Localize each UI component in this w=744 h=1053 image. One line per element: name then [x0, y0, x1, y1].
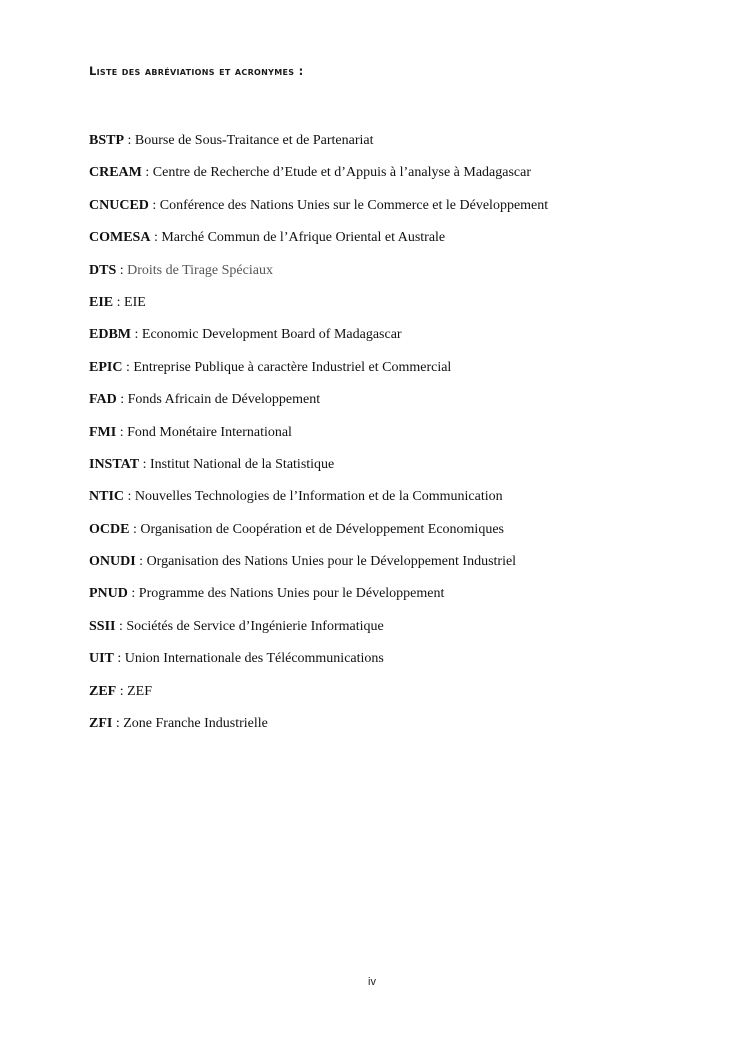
- separator: :: [139, 456, 150, 472]
- abbreviation: NTIC: [89, 489, 125, 505]
- abbreviation: COMESA: [89, 230, 151, 246]
- list-item: [89, 522, 709, 538]
- list-item: [89, 263, 709, 279]
- definition: Organisation des Nations Unies pour le Développement Industriel: [146, 554, 517, 570]
- abbreviation: EPIC: [89, 359, 123, 375]
- definition: Sociétés de Service d’Ingénierie Informatique: [126, 618, 384, 634]
- separator: :: [127, 586, 139, 602]
- abbreviation: OCDE: [89, 521, 130, 537]
- abbreviation: BSTP: [89, 133, 125, 148]
- abbreviation: UIT: [89, 651, 114, 667]
- separator: :: [112, 716, 124, 732]
- page-title: Liste des abréviations et acronymes :: [89, 64, 304, 78]
- separator: :: [129, 521, 141, 537]
- abbreviation: PNUD: [89, 586, 128, 602]
- definition: Droits de Tirage Spéciaux: [127, 262, 273, 278]
- separator: :: [116, 424, 128, 440]
- abbreviation: SSII: [89, 618, 116, 634]
- abbreviation: ONUDI: [89, 554, 136, 570]
- abbreviation-list: [89, 133, 709, 748]
- definition: Organisation de Coopération et de Développement Economiques: [140, 521, 504, 537]
- definition: Union Internationale des Télécommunications: [124, 651, 384, 667]
- separator: :: [124, 489, 135, 505]
- page-number: iv: [368, 976, 376, 988]
- separator: :: [131, 327, 142, 343]
- definition: Conférence des Nations Unies sur le Commerce et le Développement: [159, 197, 549, 213]
- list-item: [89, 165, 709, 181]
- list-item: [89, 684, 709, 700]
- list-item: [89, 619, 709, 635]
- abbreviation: CREAM: [89, 165, 142, 181]
- separator: :: [116, 683, 128, 699]
- list-item: [89, 651, 709, 667]
- separator: :: [116, 392, 128, 408]
- definition: Bourse de Sous-Traitance et de Partenariat: [134, 133, 374, 148]
- abbreviation: FMI: [89, 424, 117, 440]
- abbreviation: CNUCED: [89, 197, 149, 213]
- list-item: [89, 198, 709, 214]
- separator: :: [124, 133, 135, 148]
- definition: EIE: [124, 294, 146, 310]
- list-item: [89, 425, 709, 441]
- list-item: [89, 586, 709, 602]
- abbreviation: FAD: [89, 392, 117, 408]
- definition: Institut National de la Statistique: [149, 456, 335, 472]
- separator: :: [113, 651, 125, 667]
- separator: :: [115, 618, 127, 634]
- definition: Fonds Africain de Développement: [127, 392, 321, 408]
- separator: :: [122, 359, 134, 375]
- list-item: [89, 716, 709, 732]
- list-item: [89, 133, 709, 149]
- separator: :: [148, 197, 160, 213]
- abbreviation: EIE: [89, 294, 114, 310]
- definition: Economic Development Board of Madagascar: [141, 327, 402, 343]
- definition: Programme des Nations Unies pour le Développement: [138, 586, 445, 602]
- definition: Centre de Recherche d’Etude et d’Appuis à l’analyse à Madagascar: [152, 165, 531, 181]
- definition: Fond Monétaire International: [127, 424, 292, 440]
- list-item: [89, 360, 709, 376]
- abbreviation: ZFI: [89, 716, 113, 732]
- separator: :: [116, 262, 128, 278]
- definition: ZEF: [127, 683, 153, 699]
- list-item: [89, 554, 709, 570]
- abbreviation: ZEF: [89, 683, 117, 699]
- list-item: [89, 230, 709, 246]
- abbreviation: INSTAT: [89, 456, 140, 472]
- list-item: [89, 295, 709, 311]
- definition: Zone Franche Industrielle: [123, 716, 268, 732]
- definition: Entreprise Publique à caractère Industriel et Commercial: [133, 359, 452, 375]
- definition: Marché Commun de l’Afrique Oriental et Australe: [161, 230, 446, 246]
- definition: Nouvelles Technologies de l’Information et de la Communication: [134, 489, 503, 505]
- list-item: [89, 327, 709, 343]
- list-item: [89, 489, 709, 505]
- separator: :: [150, 230, 162, 246]
- list-item: [89, 457, 709, 473]
- abbreviation: EDBM: [89, 327, 131, 343]
- separator: :: [141, 165, 153, 181]
- list-item: [89, 392, 709, 408]
- separator: :: [113, 294, 125, 310]
- separator: :: [135, 554, 147, 570]
- abbreviation: DTS: [89, 262, 117, 278]
